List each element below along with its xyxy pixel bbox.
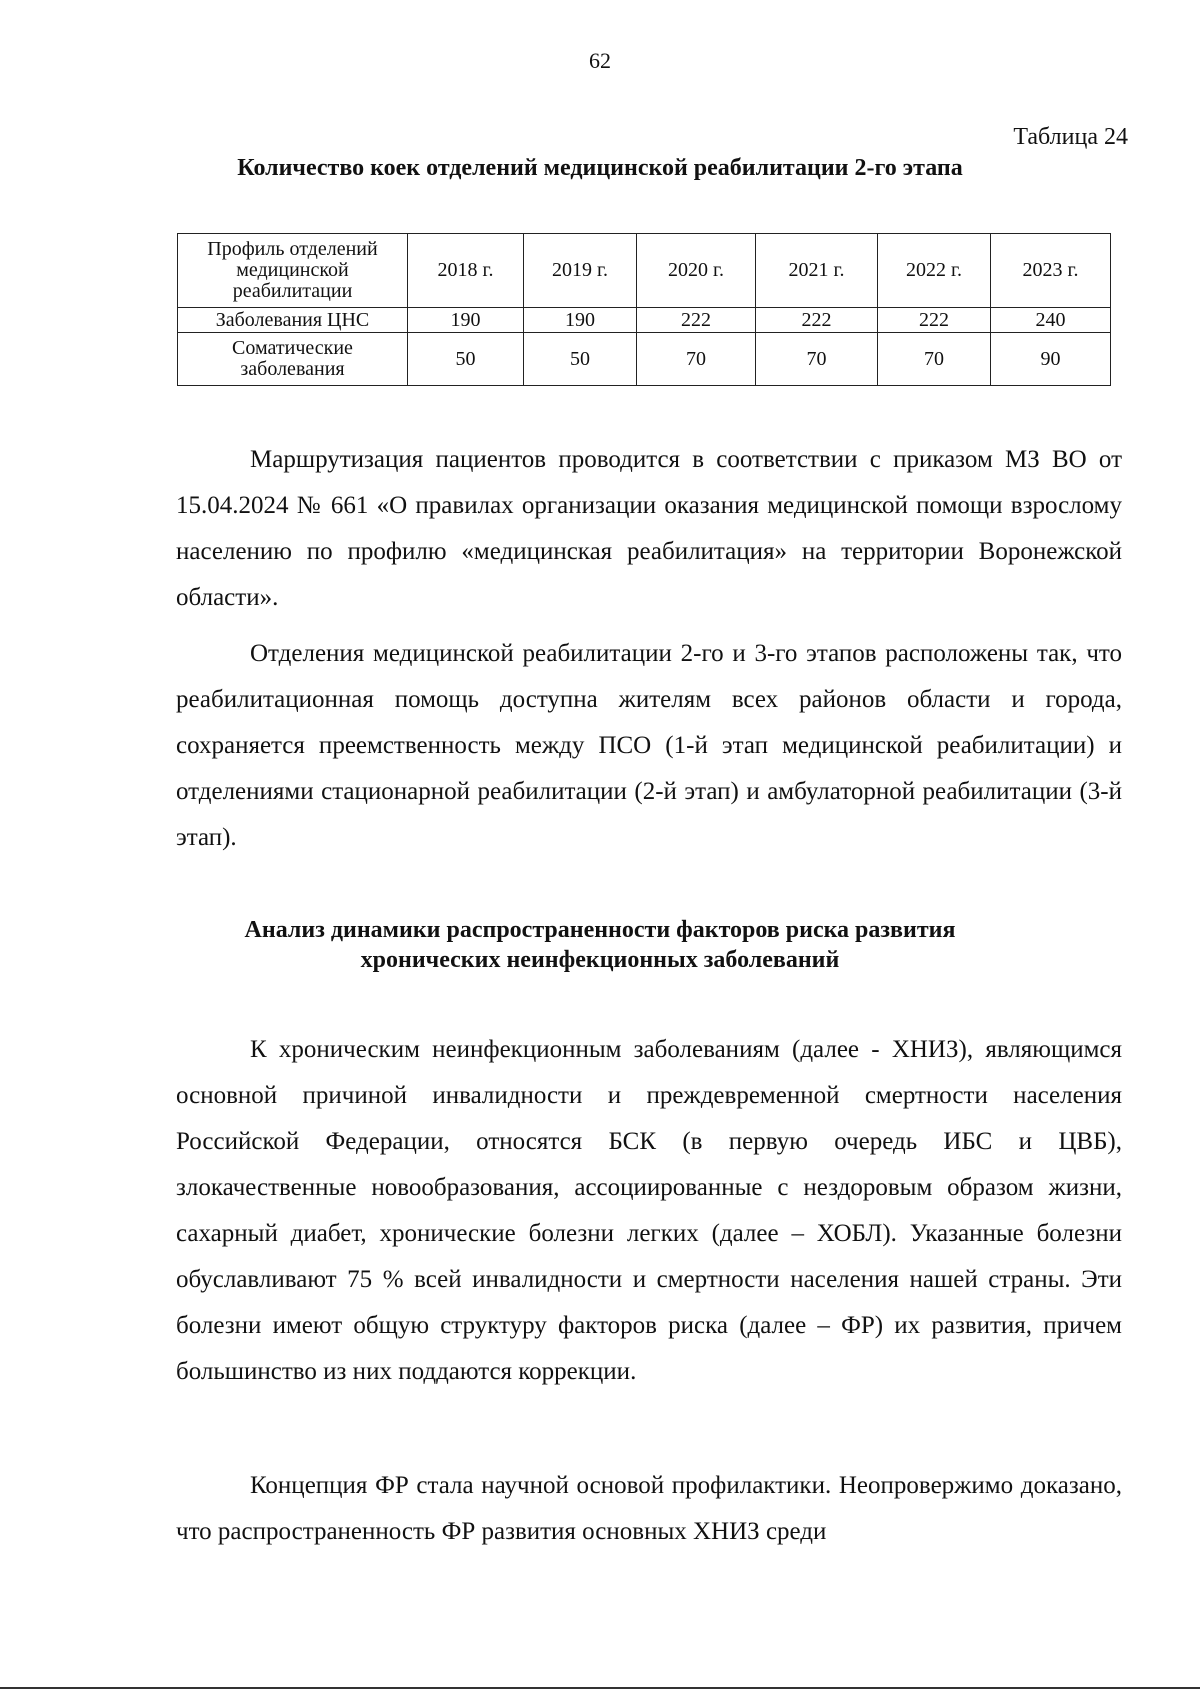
table-cell: 240	[991, 308, 1111, 333]
table-cell: 70	[637, 333, 756, 386]
beds-table	[177, 233, 1111, 386]
table-row	[178, 308, 1111, 333]
paragraph-text: Отделения медицинской реабилитации 2-го и 3-го этапов расположены так, что реабилитационная помощь доступна жителям всех районов области и города, сохраняется преемственность между ПСО (1-й этап медицинской реабилитации) и отделениями стационарной реабилитации (2-й этап) и амбулаторной реабилитации (3-й этап).	[176, 640, 1122, 851]
paragraph-routing	[176, 437, 1122, 621]
column-header-2021: 2021 г.	[756, 234, 878, 308]
table-row	[178, 333, 1111, 386]
paragraph-text: Концепция ФР стала научной основой профилактики. Неопровержимо доказано, что распространенность ФР развития основных ХНИЗ среди	[176, 1472, 1122, 1545]
section-heading	[0, 915, 1200, 975]
paragraph-departments	[176, 631, 1122, 861]
page-bottom-rule	[0, 1687, 1200, 1689]
row-label: Соматические заболевания	[178, 333, 408, 386]
table-title: Количество коек отделений медицинской реабилитации 2-го этапа	[237, 155, 963, 181]
table-cell: 50	[524, 333, 637, 386]
row-label: Заболевания ЦНС	[178, 308, 408, 333]
table-caption: Таблица 24	[1013, 124, 1128, 150]
paragraph-text: Маршрутизация пациентов проводится в соответствии с приказом МЗ ВО от 15.04.2024 № 661 «О правилах организации оказания медицинской помощи взрослому населению по профилю «медицинская реабилитация» на территории Воронежской области».	[176, 446, 1122, 611]
paragraph-text: К хроническим неинфекционным заболеваниям (далее - ХНИЗ), являющимся основной причиной инвалидности и преждевременной смертности населения Российской Федерации, относятся БСК (в первую очередь ИБС и ЦВБ), злокачественные новообразования, ассоциированные с нездоровым образом жизни, сахарный диабет, хронические болезни легких (далее – ХОБЛ). Указанные болезни обуславливают 75 % всей инвалидности и смертности населения нашей страны. Эти болезни имеют общую структуру факторов риска (далее – ФР) их развития, причем большинство из них поддаются коррекции.	[176, 1036, 1122, 1385]
table-cell: 90	[991, 333, 1111, 386]
section-heading-line: Анализ динамики распространенности факторов риска развития	[244, 917, 956, 943]
column-header-2018: 2018 г.	[408, 234, 524, 308]
table-cell: 190	[408, 308, 524, 333]
table-cell: 222	[637, 308, 756, 333]
column-header-2020: 2020 г.	[637, 234, 756, 308]
paragraph-risk-factors	[176, 1463, 1122, 1555]
column-header-profile: Профиль отделений медицинской реабилитации	[178, 234, 408, 308]
table-cell: 222	[756, 308, 878, 333]
table-cell: 190	[524, 308, 637, 333]
column-header-2019: 2019 г.	[524, 234, 637, 308]
paragraph-chronic-diseases	[176, 1027, 1122, 1395]
table-cell: 222	[878, 308, 991, 333]
column-header-2022: 2022 г.	[878, 234, 991, 308]
column-header-2023: 2023 г.	[991, 234, 1111, 308]
table-cell: 70	[756, 333, 878, 386]
page-number: 62	[589, 48, 611, 73]
table-cell: 50	[408, 333, 524, 386]
table-cell: 70	[878, 333, 991, 386]
section-heading-line: хронических неинфекционных заболеваний	[360, 947, 840, 973]
table-header-row	[178, 234, 1111, 308]
